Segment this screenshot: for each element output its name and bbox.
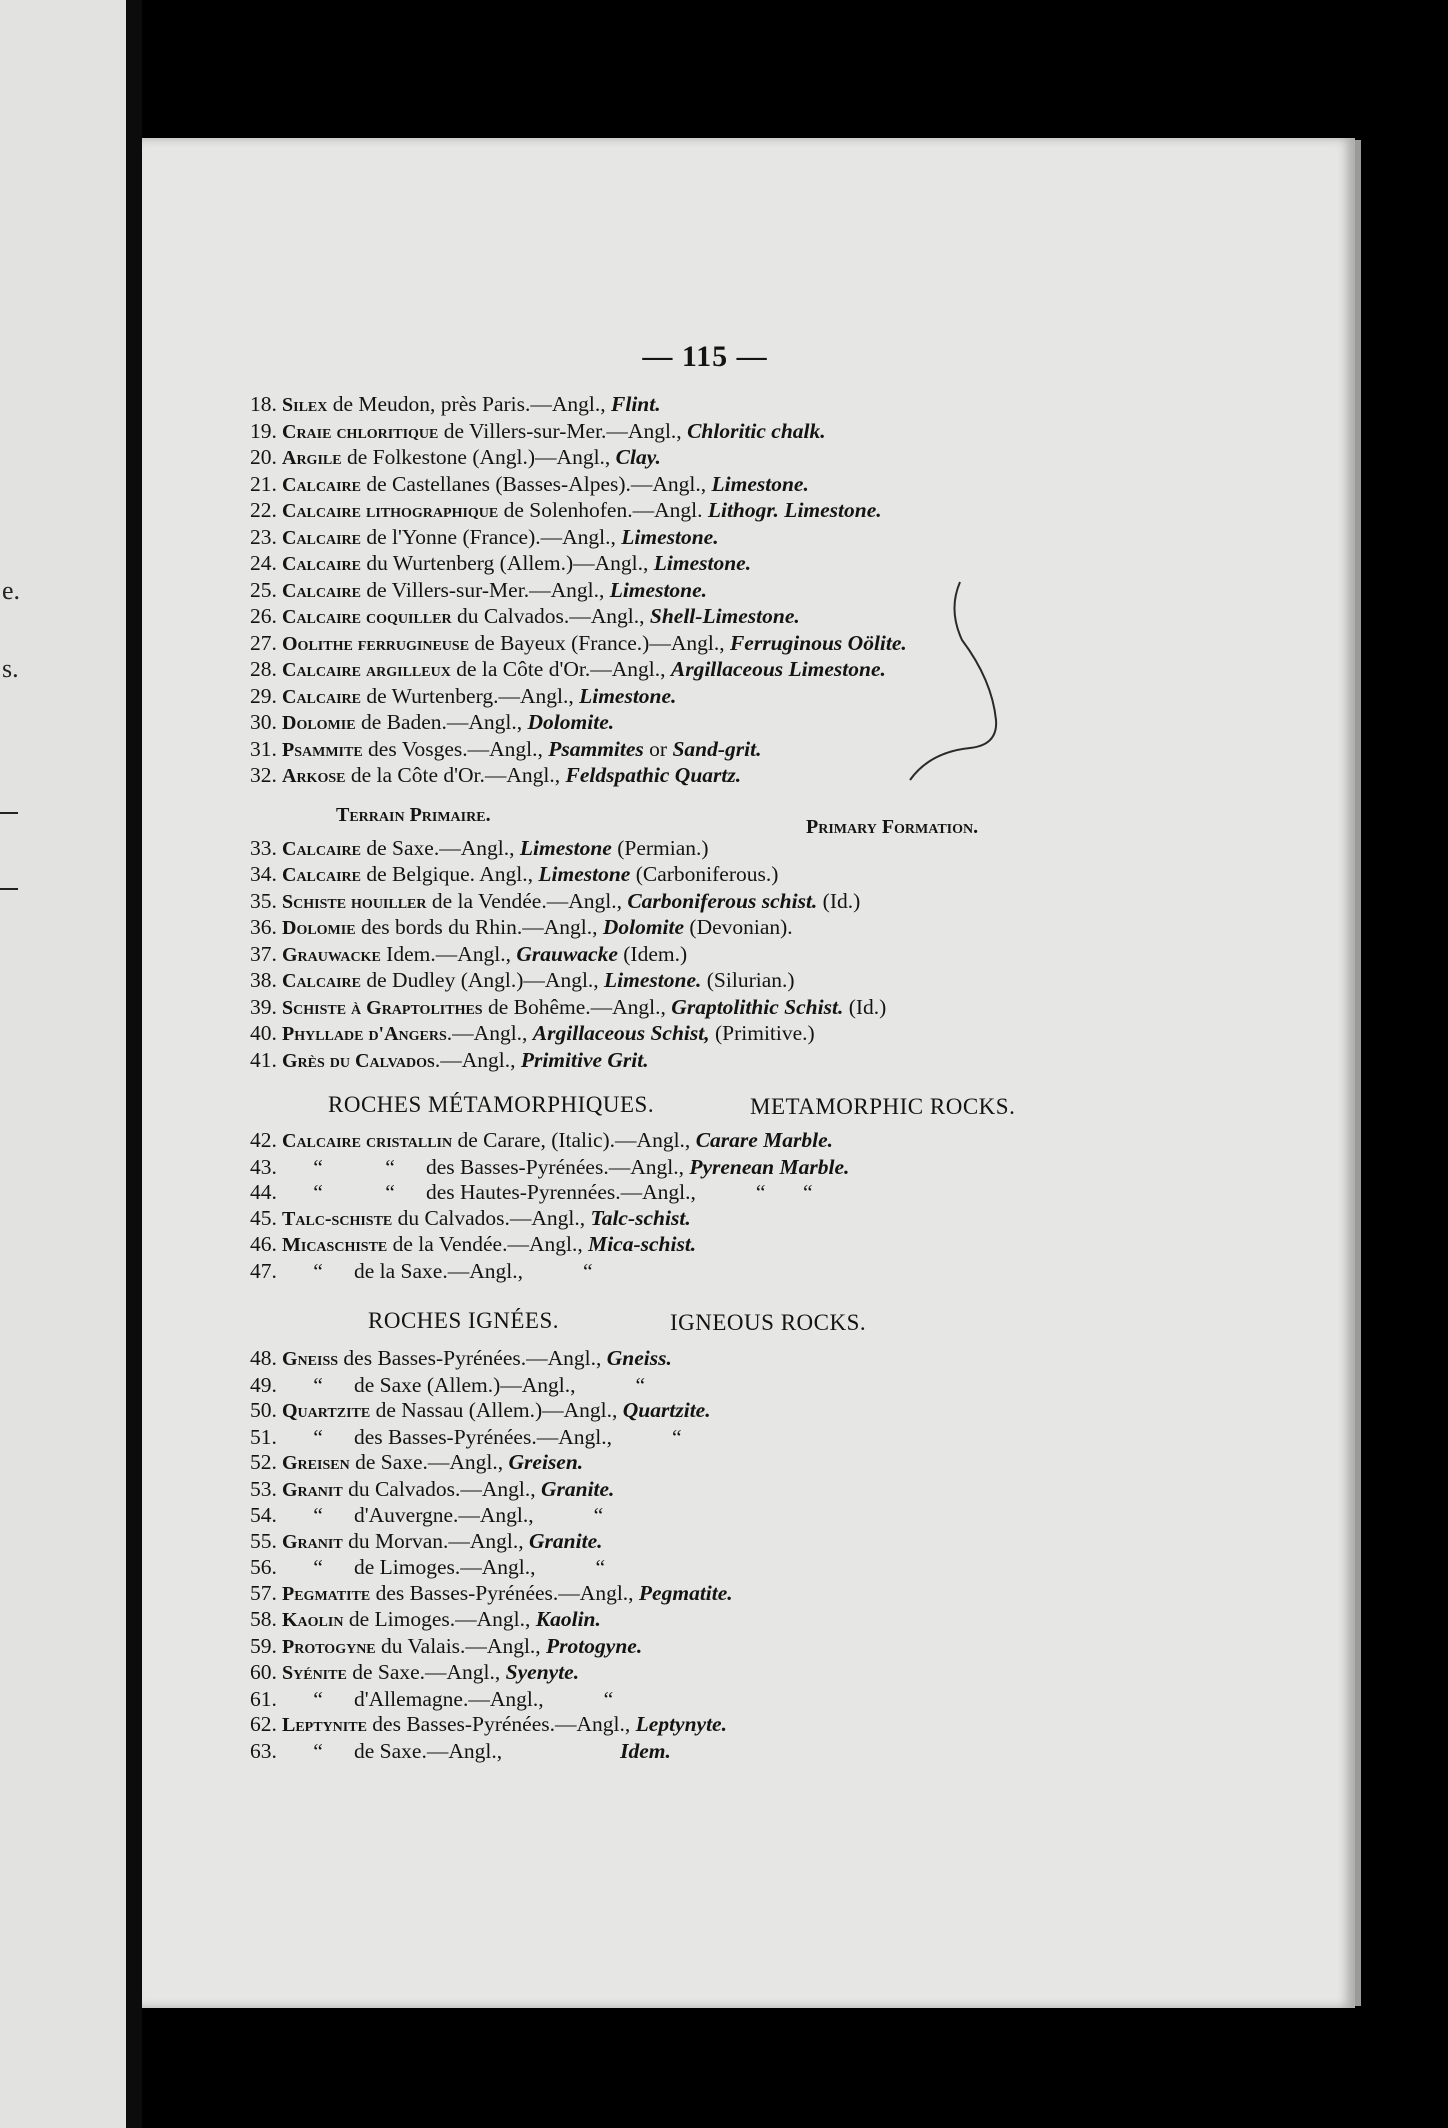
entry-note: (Silurian.)	[701, 968, 795, 992]
catalogue-entry	[250, 419, 1100, 446]
section-header-primary	[250, 794, 1100, 838]
rock-name-en: Limestone.	[609, 577, 708, 602]
rock-name-en: Mica-schist.	[588, 1232, 697, 1256]
entry-number: 39.	[250, 994, 277, 1019]
entry-locality: de Baden.—Angl.,	[355, 710, 528, 734]
rock-name-en: Protogyne.	[546, 1633, 643, 1658]
rock-name-en: Pyrenean Marble.	[689, 1154, 850, 1179]
entry-number: 46.	[250, 1232, 277, 1256]
rock-name-en: Dolomite.	[527, 710, 615, 734]
catalogue-entry	[250, 836, 1100, 863]
entry-locality: du Valais.—Angl.,	[375, 1633, 547, 1658]
rock-name-fr: Phyllade d'Angers	[282, 1023, 447, 1045]
adjacent-page-fragment: e.	[2, 576, 21, 605]
entry-number: 34.	[250, 862, 277, 886]
entry-locality: des Basses-Pyrénées.—Angl.,	[354, 1424, 612, 1449]
rock-name-fr: Quartzite	[282, 1400, 371, 1422]
rock-name-fr: Calcaire	[282, 473, 362, 496]
rock-name-fr: Silex	[282, 394, 328, 416]
entry-number: 27.	[250, 630, 277, 655]
entry-locality: des Vosges.—Angl.,	[362, 736, 549, 761]
catalogue-entry	[250, 1555, 1100, 1581]
rock-name-fr: Grauwacke	[282, 943, 381, 966]
rock-name-en: Granite.	[529, 1528, 603, 1553]
entry-number: 63.	[250, 1738, 277, 1763]
entry-number: 40.	[250, 1021, 277, 1045]
entry-note: (Devonian).	[684, 915, 793, 939]
page-edge	[1355, 140, 1361, 2006]
entry-locality: des bords du Rhin.—Angl.,	[355, 915, 603, 939]
entry-list-metamorphic	[250, 1128, 1100, 1284]
rock-name-en-alt: Sand-grit.	[672, 736, 762, 761]
entry-locality: de la Vendée.—Angl.,	[387, 1232, 589, 1256]
entry-number: 28.	[250, 657, 277, 681]
entry-note: (Primitive.)	[709, 1021, 815, 1045]
rock-name-en: Carare Marble.	[695, 1128, 834, 1152]
entry-number: 56.	[250, 1555, 277, 1579]
rock-name-fr: Talc-schiste	[282, 1207, 393, 1230]
rock-name-fr: Oolithe ferrugineuse	[282, 632, 470, 655]
ditto-tail: “ “	[755, 1180, 813, 1204]
adjacent-page-rule	[0, 812, 18, 814]
entry-number: 42.	[250, 1128, 277, 1152]
entry-locality: de Saxe.—Angl.,	[349, 1450, 509, 1474]
rock-name-en: Limestone.	[653, 551, 752, 575]
rock-name-fr: Grès du Calvados	[282, 1049, 435, 1072]
section-title-en: IGNEOUS ROCKS.	[670, 1310, 867, 1335]
page-number: — 115 —	[642, 340, 768, 373]
entry-locality: du Wurtenberg (Allem.)—Angl.,	[361, 551, 654, 575]
catalogue-entry	[250, 1021, 1100, 1048]
catalogue-entry	[250, 445, 1100, 472]
entry-number: 18.	[250, 392, 277, 416]
catalogue-entry	[250, 915, 1100, 942]
catalogue-entry	[250, 1581, 1100, 1608]
catalogue-entry	[250, 1155, 1100, 1181]
entry-list-igneous	[250, 1346, 1100, 1764]
entry-number: 48.	[250, 1346, 277, 1370]
entry-number: 49.	[250, 1372, 277, 1397]
catalogue-entry	[250, 1346, 1100, 1373]
rock-name-fr: Craie chloritique	[282, 420, 439, 443]
rock-name-en: Dolomite	[602, 915, 685, 939]
entry-locality: du Calvados.—Angl.,	[392, 1205, 591, 1230]
rock-name-fr: Calcaire	[282, 526, 362, 549]
rock-name-fr: Calcaire	[282, 553, 362, 575]
rock-name-fr: Calcaire lithographique	[282, 500, 499, 522]
entry-number: 57.	[250, 1580, 277, 1605]
rock-name-fr: Leptynite	[282, 1714, 367, 1736]
entry-number: 36.	[250, 915, 277, 939]
rock-name-fr: Psammite	[282, 738, 363, 761]
rock-name-en: Argillaceous Limestone.	[670, 657, 886, 681]
rock-name-en: Limestone	[538, 862, 631, 886]
entry-number: 59.	[250, 1633, 277, 1658]
entry-locality: d'Allemagne.—Angl.,	[354, 1686, 544, 1711]
catalogue-entry	[250, 392, 1100, 419]
rock-name-en: Talc-schist.	[590, 1205, 691, 1230]
entry-number: 61.	[250, 1686, 277, 1711]
entry-locality: du Calvados.—Angl.,	[342, 1476, 541, 1501]
entry-number: 53.	[250, 1476, 277, 1501]
entry-locality: de Solenhofen.—Angl.	[498, 498, 708, 522]
rock-name-en: Chloritic chalk.	[687, 418, 826, 443]
entry-number: 41.	[250, 1047, 277, 1072]
catalogue-entry	[250, 1373, 1100, 1399]
rock-name-en: Limestone.	[579, 683, 677, 708]
section-header-igneous	[250, 1288, 1100, 1344]
rock-name-fr: Calcaire coquiller	[282, 606, 452, 628]
rock-name-fr: Calcaire	[282, 837, 362, 860]
rock-name-fr: Syénite	[282, 1662, 347, 1684]
rock-name-en: Syenyte.	[505, 1660, 580, 1684]
entry-number: 62.	[250, 1712, 277, 1736]
rock-name-en: Granite.	[540, 1476, 615, 1501]
entry-locality: des Basses-Pyrénées.—Angl.,	[370, 1580, 639, 1605]
ditto-tail: “	[595, 1555, 606, 1579]
catalogue-entry	[250, 1634, 1100, 1661]
handwritten-bracket-mark	[900, 570, 1020, 790]
catalogue-entry	[250, 1477, 1100, 1504]
entry-number: 33.	[250, 835, 277, 860]
entry-locality: du Morvan.—Angl.,	[342, 1528, 530, 1553]
entry-number: 30.	[250, 710, 277, 734]
entry-locality: de Folkestone (Angl.)—Angl.,	[341, 445, 616, 469]
catalogue-entry	[250, 1660, 1100, 1687]
entry-number: 35.	[250, 888, 277, 913]
entry-locality: de la Vendée.—Angl.,	[426, 888, 628, 913]
entry-locality: des Basses-Pyrénées.—Angl.,	[338, 1346, 607, 1370]
rock-name-en: Limestone.	[711, 471, 809, 496]
rock-name-fr: Schiste à Graptolithes	[282, 996, 483, 1019]
rock-name-en: Kaolin.	[535, 1607, 601, 1631]
entry-locality: des Hautes-Pyrennées.—Angl.,	[426, 1180, 696, 1204]
entry-number: 43.	[250, 1154, 277, 1179]
rock-name-fr: Calcaire	[282, 970, 362, 992]
entry-number: 54.	[250, 1503, 277, 1527]
ditto-tail: “	[635, 1372, 646, 1397]
rock-name-en: Psammites	[548, 736, 644, 761]
entry-number: 47.	[250, 1258, 277, 1283]
ditto-tail: Idem.	[620, 1738, 671, 1763]
catalogue-entry	[250, 1607, 1100, 1634]
ditto-mark: “	[313, 1555, 323, 1579]
catalogue-entry	[250, 1398, 1100, 1425]
entry-number: 51.	[250, 1424, 277, 1449]
catalogue-entry	[250, 942, 1100, 969]
rock-name-fr: Protogyne	[282, 1635, 376, 1658]
entry-locality: de Saxe.—Angl.,	[361, 835, 520, 860]
catalogue-entry	[250, 1128, 1100, 1155]
rock-name-en: Gneiss.	[606, 1346, 672, 1370]
section-title-fr: ROCHES IGNÉES.	[368, 1308, 560, 1333]
rock-name-fr: Kaolin	[282, 1609, 344, 1631]
rock-name-fr: Schiste houiller	[282, 890, 427, 913]
ditto-tail: “	[582, 1258, 593, 1283]
section-title-en: METAMORPHIC ROCKS.	[750, 1094, 1016, 1119]
rock-name-en: Quartzite.	[622, 1398, 711, 1422]
rock-name-en: Shell-Limestone.	[649, 604, 800, 628]
catalogue-entry	[250, 1232, 1100, 1259]
catalogue-entry	[250, 995, 1100, 1022]
entry-locality: de la Côte d'Or.—Angl.,	[450, 657, 671, 681]
entry-locality: de Carare, (Italic).—Angl.,	[452, 1128, 696, 1152]
catalogue-entry	[250, 472, 1100, 499]
rock-name-fr: Calcaire	[282, 579, 362, 602]
entry-locality: de Belgique. Angl.,	[361, 862, 539, 886]
section-title-en: Primary Formation.	[806, 815, 979, 838]
rock-name-en: Graptolithic Schist.	[671, 994, 844, 1019]
rock-name-en: Argillaceous Schist,	[532, 1021, 710, 1045]
entry-number: 37.	[250, 941, 277, 966]
ditto-mark: “	[313, 1372, 323, 1397]
entry-number: 32.	[250, 763, 277, 787]
rock-name-en: Limestone	[519, 835, 612, 860]
rock-name-fr: Calcaire argilleux	[282, 659, 451, 681]
rock-name-fr: Micaschiste	[282, 1234, 388, 1256]
entry-number: 44.	[250, 1180, 277, 1204]
entry-locality: .—Angl.,	[434, 1047, 521, 1072]
rock-name-en: Greisen.	[508, 1450, 584, 1474]
rock-name-en: Leptynyte.	[635, 1712, 727, 1736]
rock-name-fr: Greisen	[282, 1452, 350, 1474]
catalogue-entry	[250, 1450, 1100, 1477]
entry-locality: de Castellanes (Basses-Alpes).—Angl.,	[361, 471, 712, 496]
adjacent-page-rule	[0, 888, 18, 890]
catalogue-entry	[250, 525, 1100, 552]
entry-locality: de Villers-sur-Mer.—Angl.,	[438, 418, 688, 443]
binding-gutter	[126, 0, 142, 2128]
entry-locality: Idem.—Angl.,	[380, 941, 517, 966]
catalogue-entry	[250, 1180, 1100, 1206]
adjacent-page-fragment: s.	[2, 654, 19, 683]
entry-note: (Idem.)	[617, 941, 688, 966]
rock-name-en: Limestone.	[604, 968, 702, 992]
entry-number: 38.	[250, 968, 277, 992]
entry-number: 21.	[250, 471, 277, 496]
rock-name-en: Clay.	[615, 445, 661, 469]
entry-locality: du Calvados.—Angl.,	[451, 604, 650, 628]
rock-name-fr: Pegmatite	[282, 1582, 371, 1605]
entry-locality: .—Angl.,	[446, 1021, 533, 1045]
entry-number: 58.	[250, 1607, 277, 1631]
entry-locality: de Bohême.—Angl.,	[482, 994, 672, 1019]
entry-locality: de Villers-sur-Mer.—Angl.,	[361, 577, 610, 602]
rock-name-fr: Calcaire cristallin	[282, 1130, 453, 1152]
rock-name-fr: Calcaire	[282, 685, 362, 708]
entry-locality: de Wurtenberg.—Angl.,	[361, 683, 580, 708]
ditto-tail: “	[593, 1503, 604, 1527]
entry-locality: de Limoges.—Angl.,	[354, 1555, 536, 1579]
catalogue-entry	[250, 1712, 1100, 1739]
rock-name-en: Lithogr. Limestone.	[707, 498, 882, 522]
entry-number: 31.	[250, 736, 277, 761]
entry-note: (Id.)	[817, 888, 861, 913]
ditto-mark: “	[313, 1686, 323, 1711]
entry-locality: d'Auvergne.—Angl.,	[354, 1503, 534, 1527]
catalogue-entry	[250, 968, 1100, 995]
entry-locality: de Bayeux (France.)—Angl.,	[469, 630, 730, 655]
rock-name-fr: Dolomie	[282, 917, 356, 939]
catalogue-entry	[250, 1259, 1100, 1285]
entry-number: 22.	[250, 498, 277, 522]
entry-locality: de l'Yonne (France).—Angl.,	[361, 524, 622, 549]
ditto-mark: “	[313, 1738, 323, 1763]
page-text	[250, 340, 1100, 1764]
entry-number: 55.	[250, 1528, 277, 1553]
ditto-tail: “	[671, 1424, 682, 1449]
entry-number: 50.	[250, 1398, 277, 1422]
entry-number: 24.	[250, 551, 277, 575]
entry-locality: de Saxe (Allem.)—Angl.,	[354, 1372, 576, 1397]
catalogue-entry	[250, 889, 1100, 916]
entry-locality: de la Saxe.—Angl.,	[354, 1258, 523, 1283]
entry-locality: de Limoges.—Angl.,	[343, 1607, 536, 1631]
entry-number: 19.	[250, 418, 277, 443]
ditto-mark: “	[313, 1424, 323, 1449]
entry-note: or	[643, 736, 673, 761]
entry-number: 20.	[250, 445, 277, 469]
section-title-fr: Terrain Primaire.	[336, 803, 491, 826]
adjacent-page-strip	[0, 0, 126, 2128]
rock-name-en: Grauwacke	[516, 941, 618, 966]
entry-number: 52.	[250, 1450, 277, 1474]
entry-number: 26.	[250, 604, 277, 628]
catalogue-entry	[250, 1206, 1100, 1233]
catalogue-entry	[250, 1739, 1100, 1765]
catalogue-entry	[250, 1529, 1100, 1556]
rock-name-fr: Argile	[282, 447, 342, 469]
entry-list-primary	[250, 836, 1100, 1075]
catalogue-entry	[250, 498, 1100, 525]
rock-name-fr: Gneiss	[282, 1348, 339, 1370]
entry-locality: de Meudon, près Paris.—Angl.,	[327, 392, 612, 416]
section-title-fr: ROCHES MÉTAMORPHIQUES.	[328, 1092, 655, 1117]
ditto-mark: “	[313, 1180, 323, 1204]
catalogue-entry	[250, 862, 1100, 889]
ditto-mark: “	[385, 1180, 395, 1204]
rock-name-fr: Calcaire	[282, 864, 362, 886]
entry-locality: des Basses-Pyrénées.—Angl.,	[426, 1154, 690, 1179]
rock-name-fr: Dolomie	[282, 712, 356, 734]
entry-number: 60.	[250, 1660, 277, 1684]
entry-number: 23.	[250, 524, 277, 549]
entry-locality: des Basses-Pyrénées.—Angl.,	[366, 1712, 636, 1736]
ditto-mark: “	[313, 1154, 323, 1179]
rock-name-en: Ferruginous Oölite.	[729, 630, 907, 655]
rock-name-fr: Granit	[282, 1530, 343, 1553]
rock-name-en: Feldspathic Quartz.	[565, 763, 742, 787]
ditto-mark: “	[313, 1503, 323, 1527]
entry-locality: de Dudley (Angl.)—Angl.,	[361, 968, 605, 992]
rock-name-en: Carboniferous schist.	[627, 888, 818, 913]
ditto-tail: “	[603, 1686, 614, 1711]
ditto-mark: “	[313, 1258, 323, 1283]
rock-name-en: Primitive Grit.	[520, 1047, 649, 1072]
catalogue-entry	[250, 1503, 1100, 1529]
entry-locality: de Nassau (Allem.)—Angl.,	[370, 1398, 623, 1422]
rock-name-fr: Arkose	[282, 765, 346, 787]
rock-name-fr: Granit	[282, 1478, 343, 1501]
section-header-metamorphic	[250, 1078, 1100, 1126]
entry-number: 29.	[250, 683, 277, 708]
rock-name-en: Pegmatite.	[638, 1580, 733, 1605]
catalogue-entry	[250, 1687, 1100, 1713]
entry-locality: de Saxe.—Angl.,	[354, 1738, 503, 1763]
entry-note: (Id.)	[843, 994, 887, 1019]
entry-number: 25.	[250, 577, 277, 602]
entry-number: 45.	[250, 1205, 277, 1230]
ditto-mark: “	[385, 1154, 395, 1179]
rock-name-en: Flint.	[611, 392, 661, 416]
catalogue-entry	[250, 1425, 1100, 1451]
entry-locality: de la Côte d'Or.—Angl.,	[345, 763, 566, 787]
entry-note: (Permian.)	[611, 835, 709, 860]
entry-locality: de Saxe.—Angl.,	[346, 1660, 506, 1684]
rock-name-en: Limestone.	[621, 524, 719, 549]
entry-note: (Carboniferous.)	[630, 862, 779, 886]
catalogue-entry	[250, 1048, 1100, 1075]
